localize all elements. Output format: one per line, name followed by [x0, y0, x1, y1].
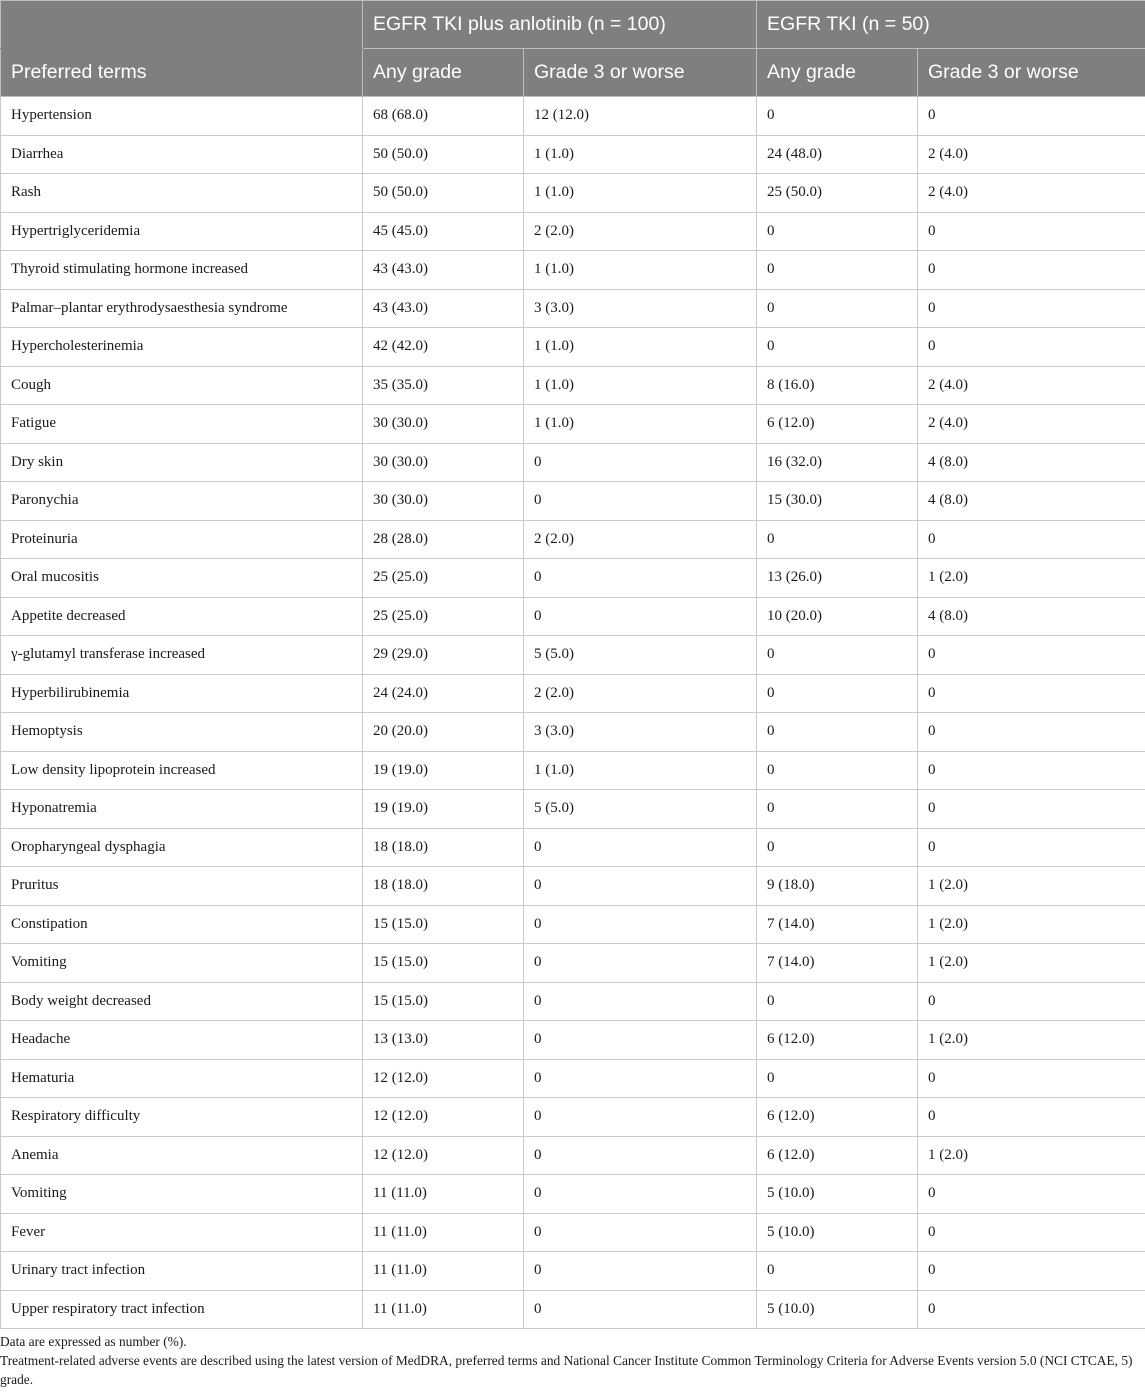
cell-any-grade-monotherapy: 0: [757, 751, 918, 790]
cell-any-grade-monotherapy: 0: [757, 251, 918, 290]
cell-grade3-monotherapy: 0: [918, 636, 1145, 675]
cell-grade3-combination: 0: [524, 1098, 757, 1137]
cell-any-grade-monotherapy: 5 (10.0): [757, 1290, 918, 1329]
cell-grade3-monotherapy: 0: [918, 1175, 1145, 1214]
cell-any-grade-monotherapy: 0: [757, 289, 918, 328]
cell-grade3-combination: 0: [524, 1252, 757, 1291]
cell-preferred-term: Low density lipoprotein increased: [1, 751, 363, 790]
cell-grade3-combination: 3 (3.0): [524, 289, 757, 328]
table-row: [1, 597, 1145, 636]
cell-grade3-monotherapy: 0: [918, 828, 1145, 867]
cell-any-grade-combination: 25 (25.0): [363, 597, 524, 636]
cell-grade3-combination: 0: [524, 944, 757, 983]
cell-grade3-combination: 0: [524, 1021, 757, 1060]
cell-any-grade-combination: 24 (24.0): [363, 674, 524, 713]
cell-any-grade-monotherapy: 0: [757, 1059, 918, 1098]
cell-grade3-combination: 2 (2.0): [524, 674, 757, 713]
cell-preferred-term: Hypertriglyceridemia: [1, 212, 363, 251]
cell-grade3-monotherapy: 0: [918, 1213, 1145, 1252]
cell-any-grade-combination: 13 (13.0): [363, 1021, 524, 1060]
cell-grade3-monotherapy: 0: [918, 982, 1145, 1021]
table-body: [1, 97, 1145, 1329]
table-row: [1, 751, 1145, 790]
cell-grade3-monotherapy: 2 (4.0): [918, 405, 1145, 444]
cell-grade3-monotherapy: 0: [918, 713, 1145, 752]
table-row: [1, 328, 1145, 367]
table-row: [1, 135, 1145, 174]
cell-any-grade-monotherapy: 6 (12.0): [757, 405, 918, 444]
cell-grade3-monotherapy: 0: [918, 751, 1145, 790]
cell-any-grade-combination: 11 (11.0): [363, 1290, 524, 1329]
cell-grade3-combination: 3 (3.0): [524, 713, 757, 752]
cell-any-grade-monotherapy: 9 (18.0): [757, 867, 918, 906]
cell-any-grade-combination: 20 (20.0): [363, 713, 524, 752]
cell-any-grade-combination: 11 (11.0): [363, 1213, 524, 1252]
cell-grade3-monotherapy: 0: [918, 328, 1145, 367]
cell-any-grade-combination: 19 (19.0): [363, 790, 524, 829]
cell-preferred-term: Body weight decreased: [1, 982, 363, 1021]
cell-preferred-term: Fatigue: [1, 405, 363, 444]
cell-grade3-monotherapy: 1 (2.0): [918, 1021, 1145, 1060]
table-row: [1, 251, 1145, 290]
cell-any-grade-monotherapy: 7 (14.0): [757, 905, 918, 944]
group-header-combination: EGFR TKI plus anlotinib (n = 100): [363, 1, 757, 49]
table-row: [1, 790, 1145, 829]
cell-any-grade-combination: 50 (50.0): [363, 135, 524, 174]
cell-grade3-monotherapy: 4 (8.0): [918, 443, 1145, 482]
cell-any-grade-combination: 15 (15.0): [363, 944, 524, 983]
column-header-grade3-monotherapy: Grade 3 or worse: [918, 49, 1145, 97]
table-row: [1, 674, 1145, 713]
cell-grade3-combination: 1 (1.0): [524, 366, 757, 405]
table-row: [1, 520, 1145, 559]
cell-any-grade-combination: 18 (18.0): [363, 867, 524, 906]
cell-grade3-monotherapy: 1 (2.0): [918, 867, 1145, 906]
column-header-any-grade-combination: Any grade: [363, 49, 524, 97]
table-row: [1, 867, 1145, 906]
cell-grade3-monotherapy: 4 (8.0): [918, 482, 1145, 521]
cell-any-grade-monotherapy: 5 (10.0): [757, 1175, 918, 1214]
cell-preferred-term: Hemoptysis: [1, 713, 363, 752]
cell-any-grade-combination: 45 (45.0): [363, 212, 524, 251]
cell-any-grade-monotherapy: 6 (12.0): [757, 1136, 918, 1175]
cell-grade3-monotherapy: 0: [918, 251, 1145, 290]
cell-grade3-combination: 0: [524, 1175, 757, 1214]
cell-preferred-term: Paronychia: [1, 482, 363, 521]
cell-grade3-monotherapy: 0: [918, 289, 1145, 328]
cell-grade3-monotherapy: 0: [918, 97, 1145, 136]
cell-grade3-combination: 0: [524, 1290, 757, 1329]
cell-any-grade-monotherapy: 7 (14.0): [757, 944, 918, 983]
cell-any-grade-combination: 12 (12.0): [363, 1136, 524, 1175]
cell-grade3-combination: 2 (2.0): [524, 212, 757, 251]
cell-any-grade-monotherapy: 0: [757, 636, 918, 675]
cell-any-grade-combination: 68 (68.0): [363, 97, 524, 136]
cell-grade3-combination: 1 (1.0): [524, 251, 757, 290]
cell-any-grade-monotherapy: 24 (48.0): [757, 135, 918, 174]
cell-preferred-term: Fever: [1, 1213, 363, 1252]
column-header-any-grade-monotherapy: Any grade: [757, 49, 918, 97]
table-row: [1, 713, 1145, 752]
cell-preferred-term: Rash: [1, 174, 363, 213]
cell-grade3-monotherapy: 0: [918, 520, 1145, 559]
cell-any-grade-monotherapy: 10 (20.0): [757, 597, 918, 636]
cell-any-grade-combination: 43 (43.0): [363, 251, 524, 290]
cell-preferred-term: Pruritus: [1, 867, 363, 906]
cell-grade3-monotherapy: 2 (4.0): [918, 366, 1145, 405]
cell-grade3-combination: 5 (5.0): [524, 790, 757, 829]
table-row: [1, 1098, 1145, 1137]
table-row: [1, 1021, 1145, 1060]
cell-preferred-term: Thyroid stimulating hormone increased: [1, 251, 363, 290]
cell-grade3-monotherapy: 0: [918, 1252, 1145, 1291]
cell-grade3-combination: 2 (2.0): [524, 520, 757, 559]
cell-preferred-term: Constipation: [1, 905, 363, 944]
table-row: [1, 289, 1145, 328]
table-row: [1, 944, 1145, 983]
cell-any-grade-combination: 11 (11.0): [363, 1252, 524, 1291]
column-header-row: [1, 49, 1145, 97]
cell-grade3-monotherapy: 0: [918, 790, 1145, 829]
cell-grade3-combination: 12 (12.0): [524, 97, 757, 136]
table-row: [1, 174, 1145, 213]
cell-grade3-combination: 1 (1.0): [524, 751, 757, 790]
cell-any-grade-monotherapy: 0: [757, 982, 918, 1021]
table-row: [1, 212, 1145, 251]
cell-any-grade-monotherapy: 6 (12.0): [757, 1098, 918, 1137]
cell-grade3-combination: 0: [524, 559, 757, 598]
cell-any-grade-combination: 43 (43.0): [363, 289, 524, 328]
cell-any-grade-monotherapy: 16 (32.0): [757, 443, 918, 482]
group-header-row: [1, 1, 1145, 49]
cell-any-grade-monotherapy: 13 (26.0): [757, 559, 918, 598]
cell-preferred-term: Headache: [1, 1021, 363, 1060]
cell-any-grade-combination: 12 (12.0): [363, 1059, 524, 1098]
cell-grade3-monotherapy: 1 (2.0): [918, 944, 1145, 983]
cell-preferred-term: Urinary tract infection: [1, 1252, 363, 1291]
cell-preferred-term: Hypertension: [1, 97, 363, 136]
cell-grade3-combination: 5 (5.0): [524, 636, 757, 675]
column-header-preferred-terms: Preferred terms: [1, 49, 363, 97]
cell-grade3-monotherapy: 0: [918, 674, 1145, 713]
footnotes: [0, 1332, 1140, 1389]
table-row: [1, 1059, 1145, 1098]
cell-grade3-combination: 0: [524, 828, 757, 867]
table-row: [1, 366, 1145, 405]
cell-any-grade-monotherapy: 25 (50.0): [757, 174, 918, 213]
cell-any-grade-monotherapy: 0: [757, 828, 918, 867]
table-row: [1, 905, 1145, 944]
cell-preferred-term: Hyperbilirubinemia: [1, 674, 363, 713]
cell-grade3-monotherapy: 1 (2.0): [918, 905, 1145, 944]
group-header-monotherapy: EGFR TKI (n = 50): [757, 1, 1145, 49]
cell-grade3-monotherapy: 0: [918, 1098, 1145, 1137]
cell-preferred-term: Hematuria: [1, 1059, 363, 1098]
cell-any-grade-combination: 15 (15.0): [363, 982, 524, 1021]
cell-any-grade-combination: 25 (25.0): [363, 559, 524, 598]
cell-any-grade-monotherapy: 15 (30.0): [757, 482, 918, 521]
cell-grade3-combination: 1 (1.0): [524, 174, 757, 213]
table-row: [1, 1290, 1145, 1329]
cell-grade3-monotherapy: 0: [918, 1059, 1145, 1098]
cell-preferred-term: Diarrhea: [1, 135, 363, 174]
cell-any-grade-combination: 50 (50.0): [363, 174, 524, 213]
cell-grade3-combination: 0: [524, 597, 757, 636]
cell-preferred-term: Proteinuria: [1, 520, 363, 559]
cell-any-grade-combination: 42 (42.0): [363, 328, 524, 367]
cell-any-grade-combination: 30 (30.0): [363, 482, 524, 521]
cell-grade3-monotherapy: 0: [918, 212, 1145, 251]
cell-any-grade-combination: 15 (15.0): [363, 905, 524, 944]
cell-grade3-combination: 0: [524, 1136, 757, 1175]
cell-any-grade-monotherapy: 0: [757, 97, 918, 136]
cell-grade3-monotherapy: 1 (2.0): [918, 559, 1145, 598]
cell-any-grade-combination: 29 (29.0): [363, 636, 524, 675]
table-row: [1, 982, 1145, 1021]
footnote-data-format: Data are expressed as number (%).: [0, 1334, 187, 1349]
cell-preferred-term: Oral mucositis: [1, 559, 363, 598]
cell-preferred-term: Hypercholesterinemia: [1, 328, 363, 367]
cell-any-grade-monotherapy: 0: [757, 520, 918, 559]
cell-any-grade-monotherapy: 0: [757, 713, 918, 752]
cell-grade3-combination: 0: [524, 1059, 757, 1098]
cell-grade3-combination: 0: [524, 867, 757, 906]
cell-any-grade-monotherapy: 0: [757, 212, 918, 251]
cell-preferred-term: Cough: [1, 366, 363, 405]
cell-preferred-term: Anemia: [1, 1136, 363, 1175]
cell-any-grade-monotherapy: 0: [757, 328, 918, 367]
table-row: [1, 443, 1145, 482]
cell-any-grade-combination: 35 (35.0): [363, 366, 524, 405]
table-row: [1, 1136, 1145, 1175]
cell-grade3-monotherapy: 2 (4.0): [918, 174, 1145, 213]
cell-preferred-term: Respiratory difficulty: [1, 1098, 363, 1137]
table-row: [1, 97, 1145, 136]
table-header: [1, 1, 1145, 97]
table-row: [1, 828, 1145, 867]
cell-any-grade-combination: 18 (18.0): [363, 828, 524, 867]
table-row: [1, 559, 1145, 598]
cell-any-grade-combination: 11 (11.0): [363, 1175, 524, 1214]
cell-grade3-combination: 0: [524, 1213, 757, 1252]
table-row: [1, 1175, 1145, 1214]
cell-preferred-term: Vomiting: [1, 1175, 363, 1214]
cell-any-grade-monotherapy: 0: [757, 674, 918, 713]
table-row: [1, 1213, 1145, 1252]
cell-grade3-combination: 0: [524, 482, 757, 521]
cell-grade3-monotherapy: 4 (8.0): [918, 597, 1145, 636]
cell-preferred-term: Oropharyngeal dysphagia: [1, 828, 363, 867]
cell-any-grade-monotherapy: 5 (10.0): [757, 1213, 918, 1252]
cell-preferred-term: Vomiting: [1, 944, 363, 983]
table-row: [1, 482, 1145, 521]
cell-preferred-term: Palmar–plantar erythrodysaesthesia syndrome: [1, 289, 363, 328]
header-blank-cell: [1, 1, 363, 49]
footnote-terminology: Treatment-related adverse events are described using the latest version of MedDRA, preferred terms and National Cancer Institute Common Terminology Criteria for Adverse Events version 5.0 (NCI CTCAE, 5) grade.: [0, 1353, 1133, 1387]
column-header-grade3-combination: Grade 3 or worse: [524, 49, 757, 97]
cell-grade3-combination: 1 (1.0): [524, 405, 757, 444]
cell-preferred-term: γ-glutamyl transferase increased: [1, 636, 363, 675]
cell-any-grade-combination: 19 (19.0): [363, 751, 524, 790]
cell-any-grade-monotherapy: 6 (12.0): [757, 1021, 918, 1060]
cell-grade3-combination: 0: [524, 443, 757, 482]
cell-any-grade-monotherapy: 0: [757, 1252, 918, 1291]
table-row: [1, 405, 1145, 444]
cell-any-grade-combination: 30 (30.0): [363, 405, 524, 444]
cell-any-grade-combination: 12 (12.0): [363, 1098, 524, 1137]
cell-any-grade-monotherapy: 0: [757, 790, 918, 829]
cell-grade3-monotherapy: 2 (4.0): [918, 135, 1145, 174]
cell-grade3-combination: 1 (1.0): [524, 328, 757, 367]
cell-grade3-combination: 1 (1.0): [524, 135, 757, 174]
cell-any-grade-monotherapy: 8 (16.0): [757, 366, 918, 405]
cell-any-grade-combination: 30 (30.0): [363, 443, 524, 482]
table-row: [1, 1252, 1145, 1291]
cell-grade3-monotherapy: 1 (2.0): [918, 1136, 1145, 1175]
cell-grade3-monotherapy: 0: [918, 1290, 1145, 1329]
cell-any-grade-combination: 28 (28.0): [363, 520, 524, 559]
cell-preferred-term: Appetite decreased: [1, 597, 363, 636]
cell-preferred-term: Upper respiratory tract infection: [1, 1290, 363, 1329]
cell-grade3-combination: 0: [524, 982, 757, 1021]
cell-preferred-term: Dry skin: [1, 443, 363, 482]
cell-preferred-term: Hyponatremia: [1, 790, 363, 829]
table-row: [1, 636, 1145, 675]
cell-grade3-combination: 0: [524, 905, 757, 944]
